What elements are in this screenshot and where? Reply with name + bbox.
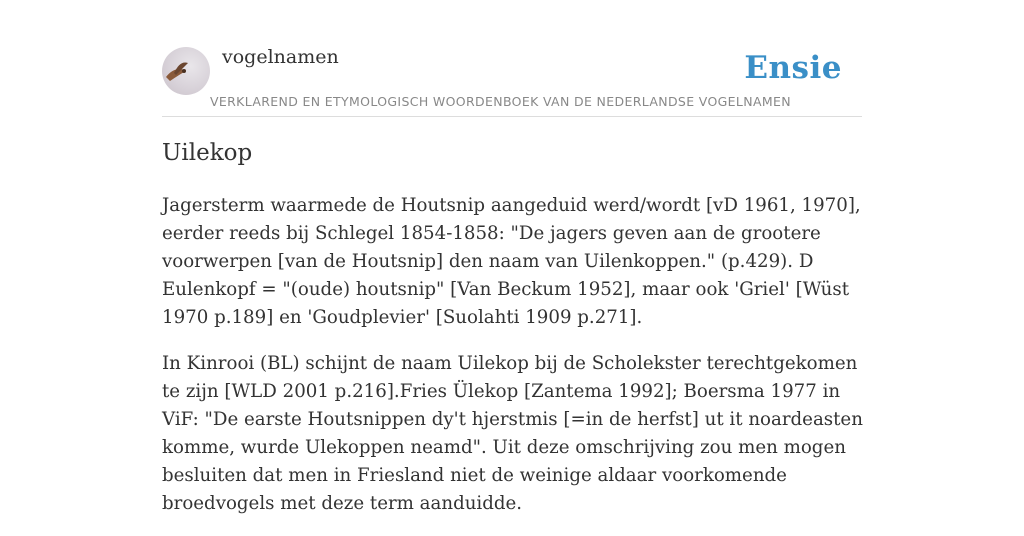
article-body — [162, 192, 864, 536]
site-header — [162, 0, 862, 117]
site-subtitle: VERKLAREND EN ETYMOLOGISCH WOORDENBOEK VAN DE NEDERLANDSE VOGELNAMEN — [210, 94, 791, 109]
page-title: Uilekop — [162, 140, 253, 166]
bird-icon — [162, 47, 210, 95]
paragraph: Jagersterm waarmede de Houtsnip aangeduid werd/wordt [vD 1961, 1970], eerder reeds bij Schlegel 1854-1858: "De jagers geven aan de grootere voorwerpen [van de Houtsnip] den naam van Uilenkoppen." (p.429). D Eulenkopf = "(oude) houtsnip" [Van Beckum 1952], maar ook 'Griel' [Wüst 1970 p.189] en 'Goudplevier' [Suolahti 1909 p.271]. — [162, 195, 861, 328]
avatar[interactable] — [162, 47, 210, 95]
paragraph: In Kinrooi (BL) schijnt de naam Uilekop bij de Scholekster terechtgekomen te zijn [WLD 2001 p.216].Fries Ülekop [Zantema 1992]; Boersma 1977 in ViF: "De earste Houtsnippen dy't hjerstmis [=in de herfst] ut it noardeasten komme, wurde Ulekoppen neamd". Uit deze omschrijving zou men mogen besluiten dat men in Friesland niet de weinige aldaar voorkomende broedvogels met deze term aanduidde. — [162, 353, 863, 514]
brand-logo[interactable]: Ensie — [744, 50, 842, 86]
site-name[interactable]: vogelnamen — [222, 46, 339, 68]
page — [162, 0, 863, 514]
